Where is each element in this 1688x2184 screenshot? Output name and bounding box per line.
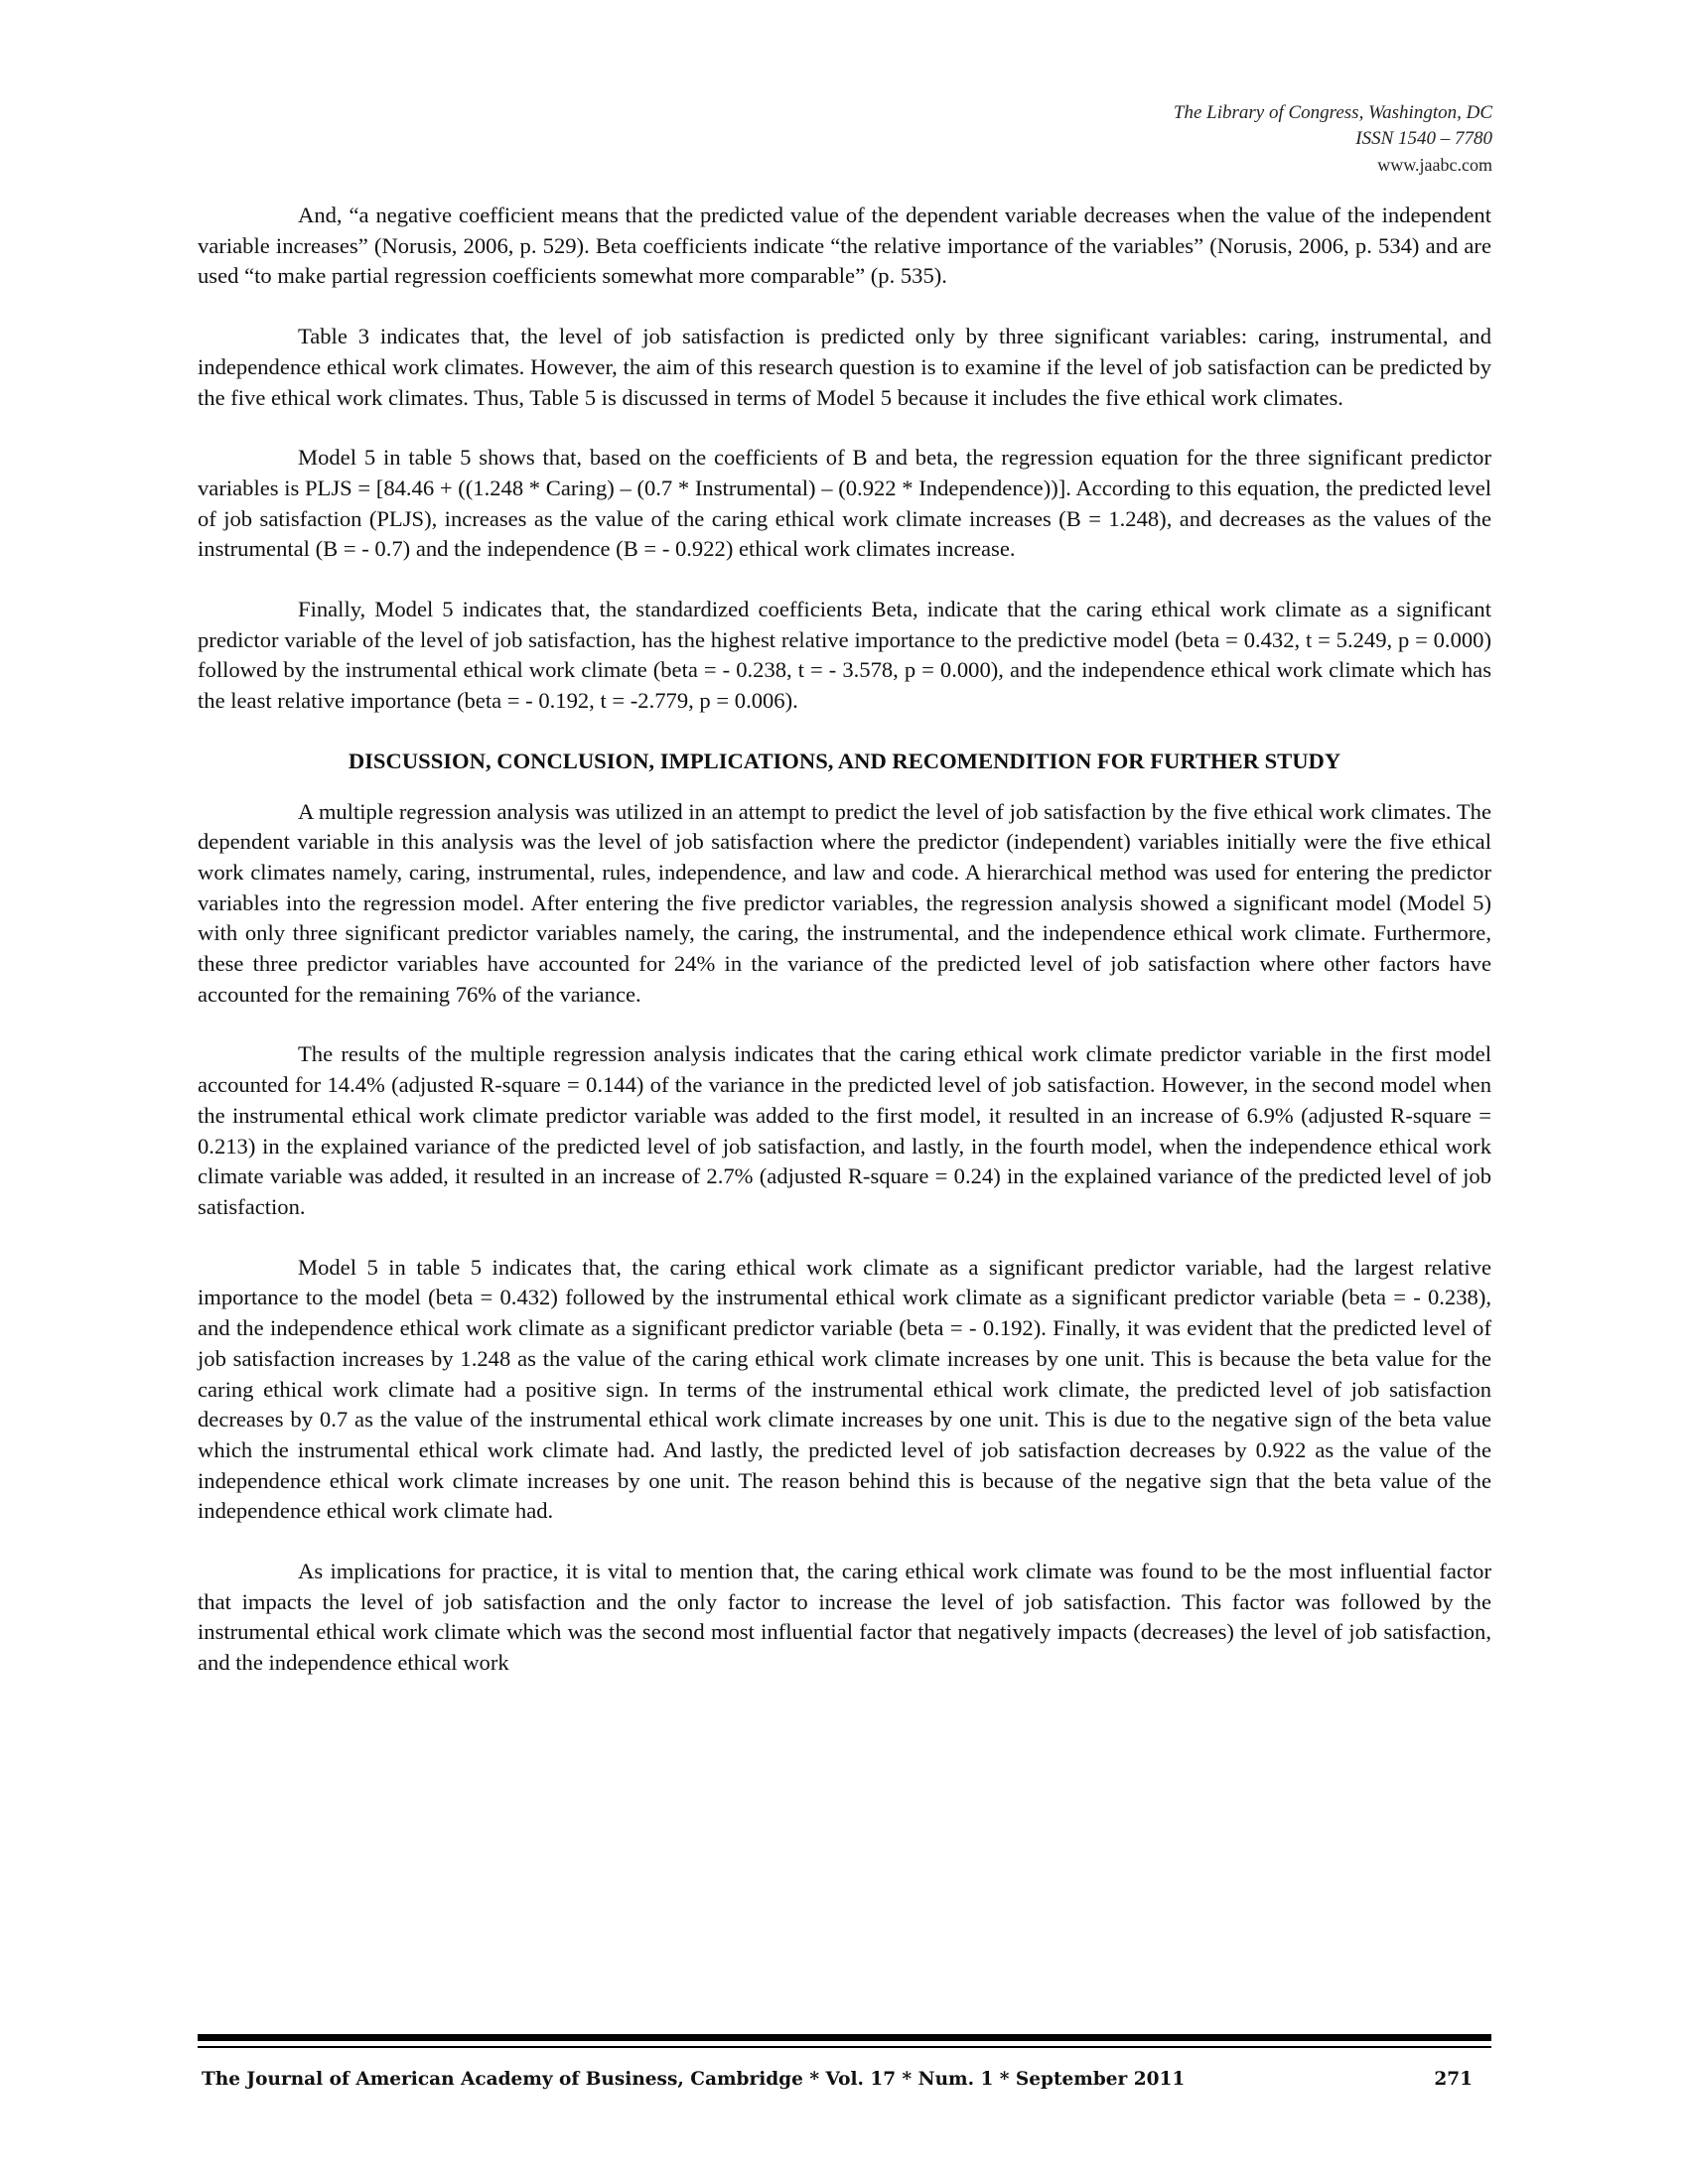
footer-rule-thick [198, 2034, 1491, 2041]
page-header [1174, 100, 1492, 178]
header-issn: ISSN 1540 – 7780 [1355, 128, 1492, 149]
paragraph-implications: As implications for practice, it is vital to mention that, the caring ethical work climate was found to be the most influential factor that impacts the level of job satisfaction and the only factor to increase the level of job satisfaction. This factor was followed by the instrumental ethical work climate which was the second most influential factor that negatively impacts (decreases) the level of job satisfaction, and the independence ethical work [198, 1559, 1491, 1676]
paragraph-standardized-beta: Finally, Model 5 indicates that, the standardized coefficients Beta, indicate that the caring ethical work climate as a significant predictor variable of the level of job satisfaction, has the highest relative importance to the predictive model (beta = 0.432, t = 5.249, p = 0.000) followed by the instrumental ethical work climate (beta = - 0.238, t = - 3.578, p = 0.000), and the independence ethical work climate which has the least relative importance (beta = - 0.192, t = -2.779, p = 0.006). [198, 597, 1491, 714]
header-publisher: The Library of Congress, Washington, DC [1173, 102, 1492, 123]
footer-journal-citation: The Journal of American Academy of Business, Cambridge * Vol. 17 * Num. 1 * September 2011 [202, 2069, 1186, 2090]
footer-rule-thin [198, 2046, 1491, 2048]
paragraph-negative-coefficient: And, “a negative coefficient means that the predicted value of the dependent variable decreases when the value of the independent variable increases” (Norusis, 2006, p. 529). Beta coefficients indicate “the relative importance of the variables” (Norusis, 2006, p. 534) and are used “to make partial regression coefficients somewhat more comparable” (p. 535). [198, 203, 1491, 289]
paragraph-regression-equation: Model 5 in table 5 shows that, based on the coefficients of B and beta, the regression equation for the three significant predictor variables is PLJS = [84.46 + ((1.248 * Caring) – (0.7 * Instrumental) – (0.922 * Independence))]. According to this equation, the predicted level of job satisfaction (PLJS), increases as the value of the caring ethical work climate increases (B = 1.248), and decreases as the values of the instrumental (B = - 0.7) and the independence (B = - 0.922) ethical work climates increase. [198, 445, 1491, 562]
header-website: www.jaabc.com [1377, 155, 1492, 175]
paragraph-regression-analysis: A multiple regression analysis was utilized in an attempt to predict the level of job satisfaction by the five ethical work climates. The dependent variable in this analysis was the level of job satisfaction where the predictor (independent) variables initially were the five ethical work climates namely, caring, instrumental, rules, independence, and law and code. A hierarchical method was used for entering the predictor variables into the regression model. After entering the five predictor variables, the regression analysis showed a significant model (Model 5) with only three significant predictor variables namely, the caring, the instrumental, and the independence ethical work climate. Furthermore, these three predictor variables have accounted for 24% in the variance of the predicted level of job satisfaction where other factors have accounted for the remaining 76% of the variance. [198, 798, 1491, 1007]
paragraph-model5: Model 5 in table 5 indicates that, the caring ethical work climate as a significant predictor variable, had the largest relative importance to the model (beta = 0.432) followed by the instrumental ethical work climate as a significant predictor variable (beta = - 0.238), and the independence ethical work climate as a significant predictor variable (beta = - 0.192). Finally, it was evident that the predicted level of job satisfaction increases by 1.248 as the value of the caring ethical work climate increases by one unit. This is because the beta value for the caring ethical work climate had a positive sign. In terms of the instrumental ethical work climate, the predicted level of job satisfaction decreases by 0.7 as the value of the instrumental ethical work climate increases by one unit. This is due to the negative sign of the beta value which the instrumental ethical work climate had. And lastly, the predicted level of job satisfaction decreases by 0.922 as the value of the independence ethical work climate increases by one unit. The reason behind this is because of the negative sign that the beta value of the independence ethical work climate had. [198, 1254, 1491, 1524]
page-number: 271 [1434, 2069, 1473, 2090]
paragraph-table3: Table 3 indicates that, the level of job satisfaction is predicted only by three significant variables: caring, instrumental, and independence ethical work climates. However, the aim of this research question is to examine if the level of job satisfaction can be predicted by the five ethical work climates. Thus, Table 5 is discussed in terms of Model 5 because it includes the five ethical work climates. [198, 324, 1491, 410]
section-heading: DISCUSSION, CONCLUSION, IMPLICATIONS, AND RECOMENDITION FOR FURTHER STUDY [348, 748, 1341, 773]
article-body [198, 201, 1491, 1708]
paragraph-results: The results of the multiple regression analysis indicates that the caring ethical work climate predictor variable in the first model accounted for 14.4% (adjusted R-square = 0.144) of the variance in the predicted level of job satisfaction. However, in the second model when the instrumental ethical work climate predictor variable was added to the first model, it resulted in an increase of 6.9% (adjusted R-square = 0.213) in the explained variance of the predicted level of job satisfaction, and lastly, in the fourth model, when the independence ethical work climate variable was added, it resulted in an increase of 2.7% (adjusted R-square = 0.24) in the explained variance of the predicted level of job satisfaction. [198, 1041, 1491, 1219]
